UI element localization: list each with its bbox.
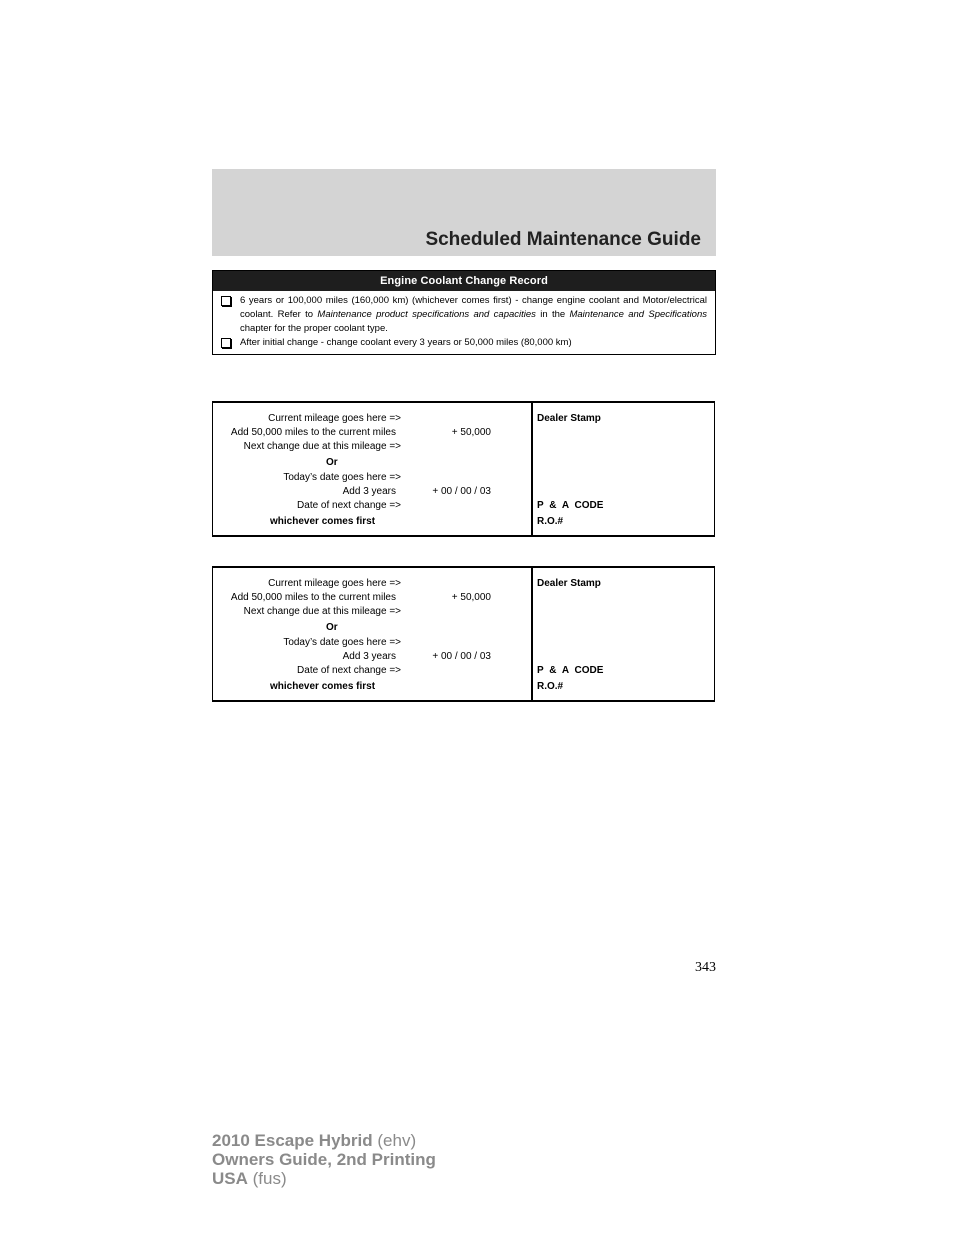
form-right-column [533,403,714,535]
header-band [212,169,716,256]
form-right-column [533,568,714,700]
todays-date-label: Today’s date goes here => [283,637,401,648]
next-change-date-label: Date of next change => [297,500,401,511]
ro-label: R.O.# [537,516,564,527]
record-item-text: After initial change - change coolant every 3 years or 50,000 miles (80,000 km) [240,337,572,348]
add-years-label: Add 3 years [342,486,396,497]
whichever-label: whichever comes first [270,516,376,527]
next-change-mileage-label: Next change due at this mileage => [243,441,401,452]
dealer-stamp-label: Dealer Stamp [537,413,601,424]
form-left-column [213,403,533,535]
todays-date-label: Today’s date goes here => [283,472,401,483]
footer-line-1: 2010 Escape Hybrid (ehv) [212,1131,417,1150]
ro-label: R.O.# [537,681,564,692]
current-mileage-label: Current mileage goes here => [268,413,401,424]
next-change-date-label: Date of next change => [297,665,401,676]
footer-line-2: Owners Guide, 2nd Printing [212,1150,436,1169]
page-title: Scheduled Maintenance Guide [425,229,701,250]
add-miles-value: + 50,000 [451,592,491,603]
pa-code-label: P & A CODE [537,665,604,676]
add-years-value: + 00 / 00 / 03 [432,651,491,662]
record-item-text: 6 years or 100,000 miles (160,000 km) (whichever comes first) - change engine coolant and Motor/electrical coolant. Refer to Maintenance product specifications and capacities in the Maintenance and Specifications chapter for the proper coolant type. [240,295,707,334]
form-left-column [213,568,533,700]
footer-line-3: USA (fus) [212,1169,287,1188]
add-miles-label: Add 50,000 miles to the current miles [230,427,396,438]
record-title: Engine Coolant Change Record [213,271,715,291]
record-item [221,336,707,350]
coolant-change-record [212,270,716,355]
pa-code-label: P & A CODE [537,500,604,511]
coolant-change-form-1 [212,401,715,537]
footer [212,1131,436,1188]
coolant-change-form-2 [212,566,715,702]
record-body [213,291,715,354]
add-years-label: Add 3 years [342,651,396,662]
dealer-stamp-label: Dealer Stamp [537,578,601,589]
next-change-mileage-label: Next change due at this mileage => [243,606,401,617]
whichever-label: whichever comes first [270,681,376,692]
page-number: 343 [695,960,716,975]
add-miles-label: Add 50,000 miles to the current miles [230,592,396,603]
current-mileage-label: Current mileage goes here => [268,578,401,589]
add-miles-value: + 50,000 [451,427,491,438]
record-item [221,294,707,336]
checkbox-icon[interactable] [221,296,231,306]
add-years-value: + 00 / 00 / 03 [432,486,491,497]
checkbox-icon[interactable] [221,338,231,348]
or-label: Or [326,457,338,468]
or-label: Or [326,622,338,633]
